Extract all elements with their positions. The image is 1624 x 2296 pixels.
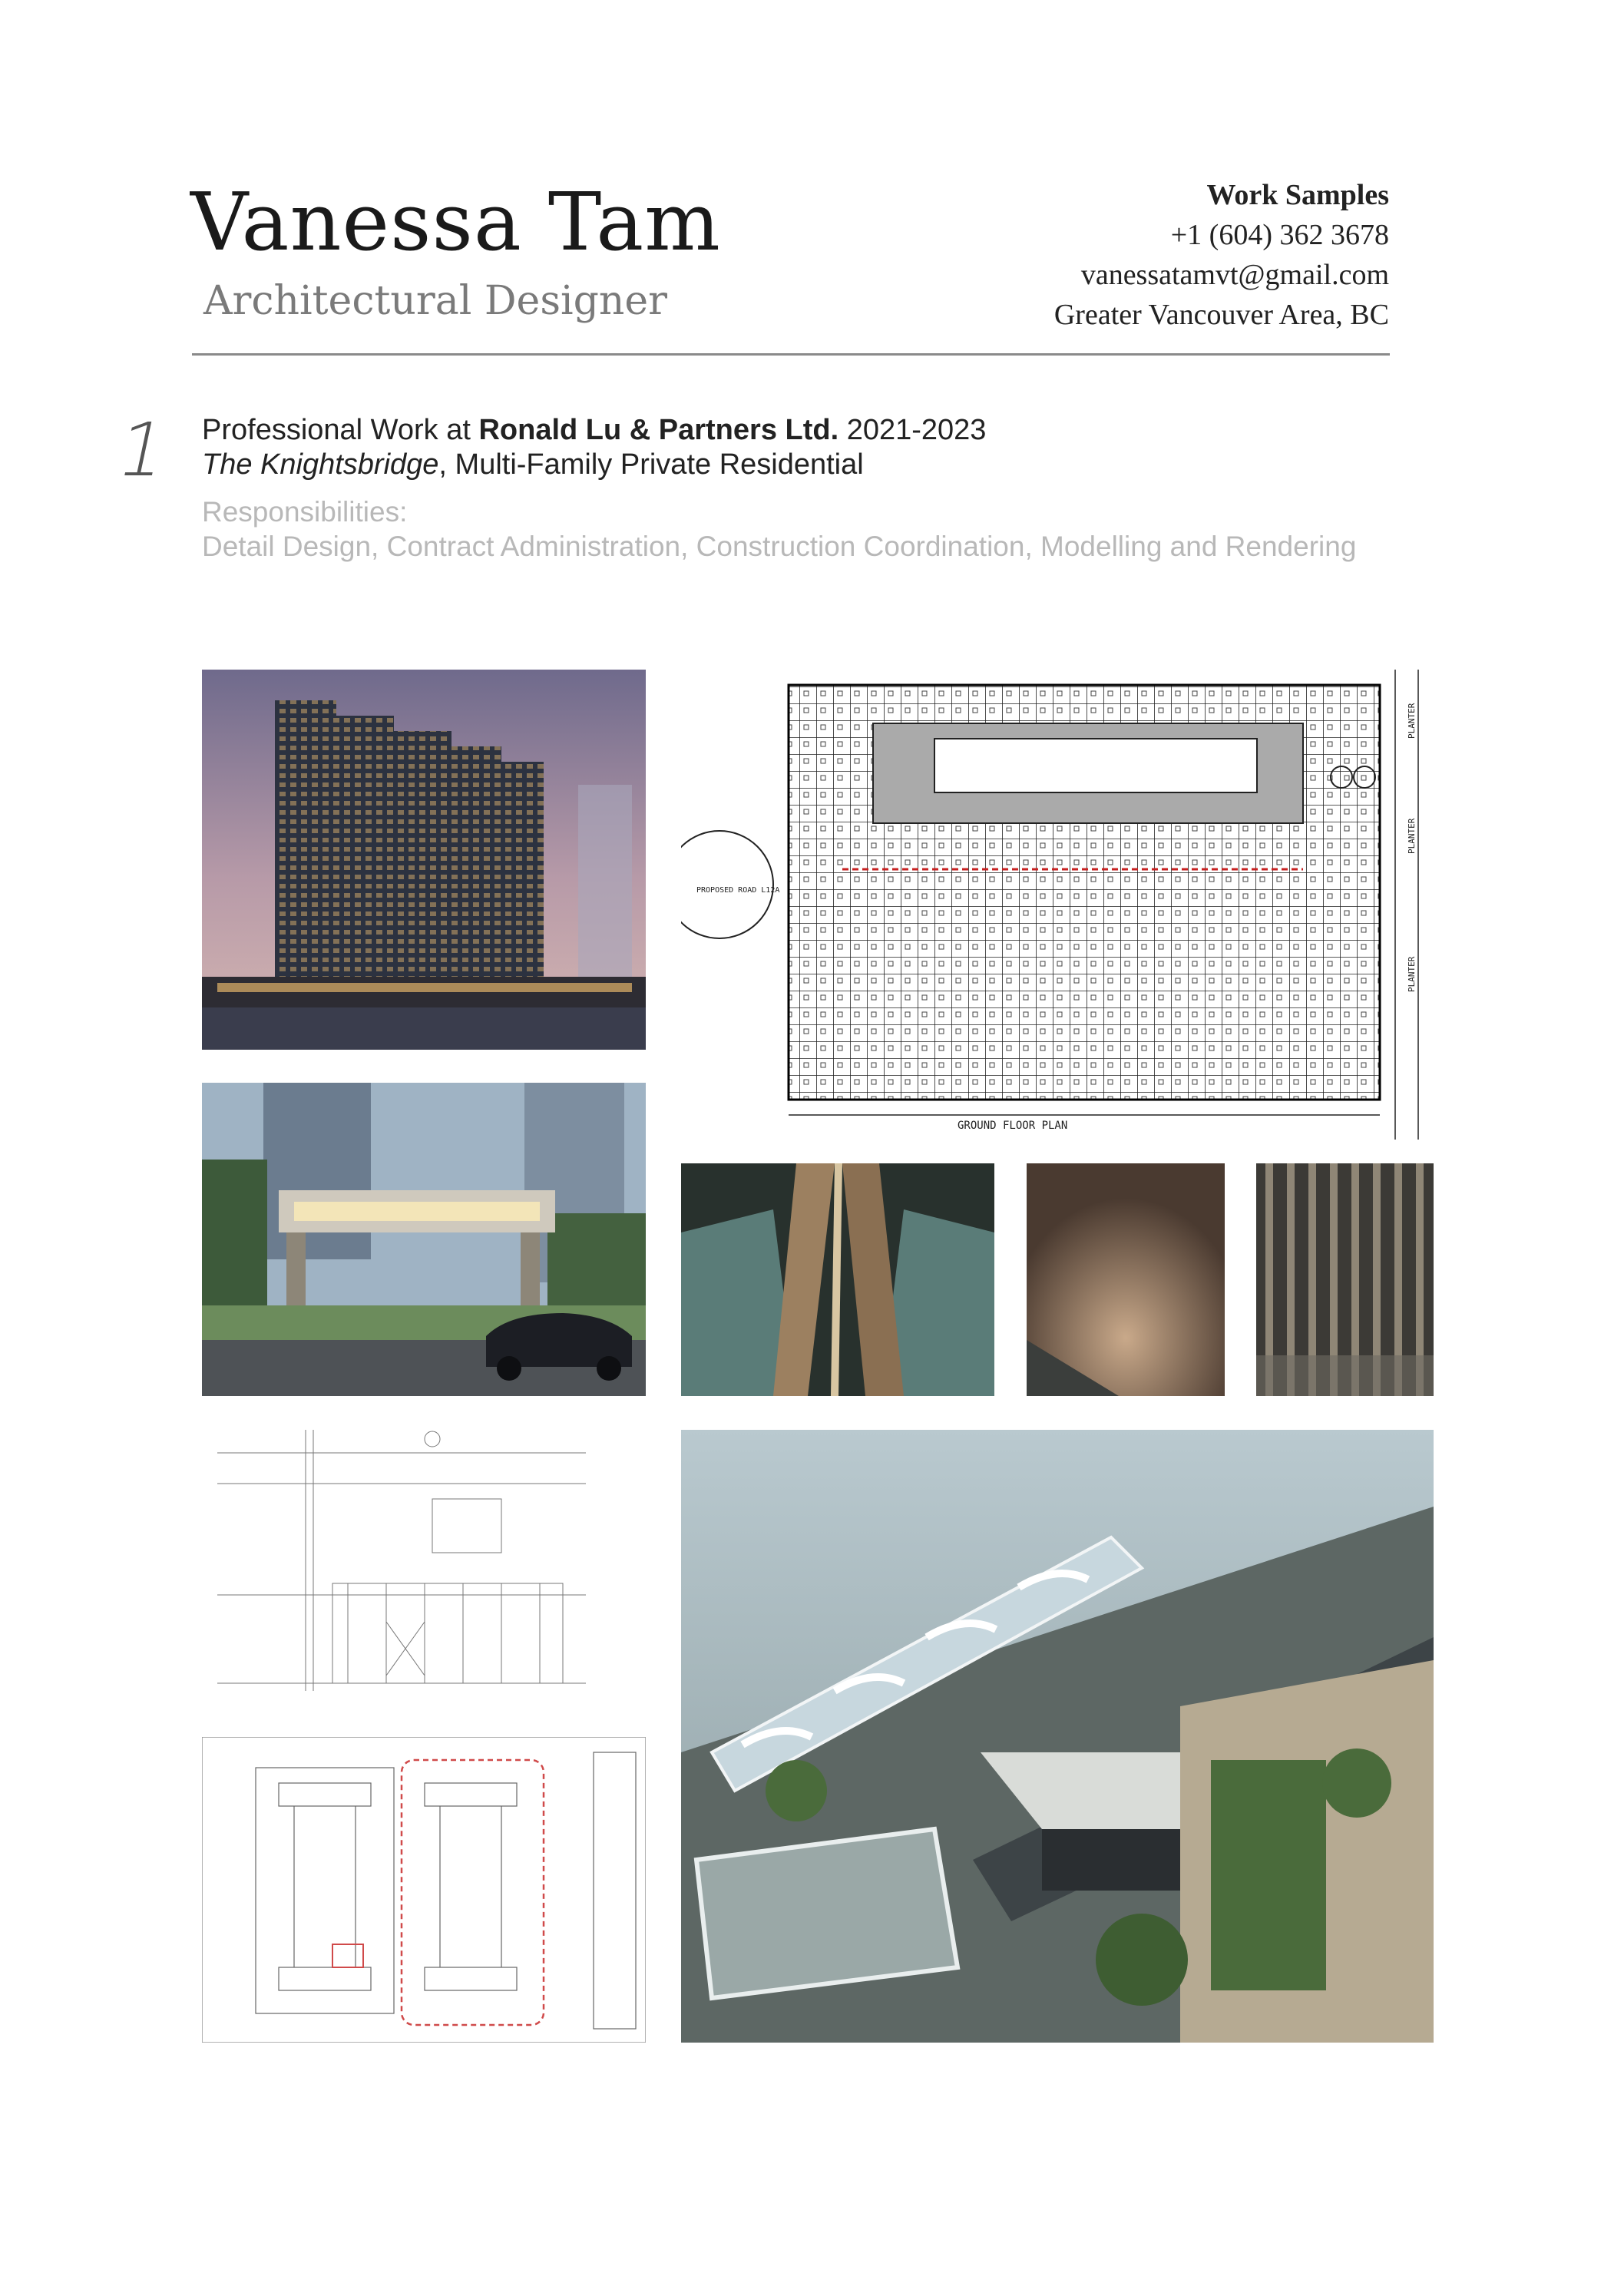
phone-number: +1 (604) 362 3678 [1170,219,1389,251]
header-divider [192,353,1390,356]
detail-photo-fins [1256,1163,1434,1396]
location: Greater Vancouver Area, BC [1053,299,1389,331]
project-heading [202,413,986,482]
ground-floor-plan [681,670,1434,1140]
plan-label-planter-2: PLANTER [1407,818,1417,854]
plan-label-planter-3: PLANTER [1407,956,1417,992]
project-firm-line: Professional Work at Ronald Lu & Partners Ltd. 2021-2023 [202,414,987,446]
work-samples-title: Work Samples [1206,179,1389,211]
project-title: The Knightsbridge [202,448,439,481]
responsibilities [202,495,1356,564]
email-address: vanessatamvt@gmail.com [1080,259,1389,291]
entrance-rendering [202,1083,646,1396]
section-drawing [202,1430,601,1714]
plan-detail-drawing [202,1737,646,2043]
project-number: 1 [110,407,175,493]
detail-photo-wall [1027,1163,1225,1396]
tower-rendering [202,670,646,1050]
plan-label-floor: GROUND FLOOR PLAN [958,1120,1068,1132]
aerial-rendering [681,1430,1434,2043]
plan-label-planter-1: PLANTER [1407,703,1417,739]
project-title-line: The Knightsbridge, Multi-Family Private Residential [202,448,864,481]
detail-photo-channel [681,1163,994,1396]
responsibilities-list: Detail Design, Contract Administration, Construction Coordination, Modelling and Rendering [202,531,1357,562]
designer-name: Vanessa Tam [190,175,721,269]
contact-block [1054,175,1389,335]
firm-name: Ronald Lu & Partners Ltd. [478,414,839,446]
plan-label-road: PROPOSED ROAD L12A [696,886,780,895]
designer-role: Architectural Designer [203,278,668,324]
responsibilities-label: Responsibilities: [202,496,408,528]
